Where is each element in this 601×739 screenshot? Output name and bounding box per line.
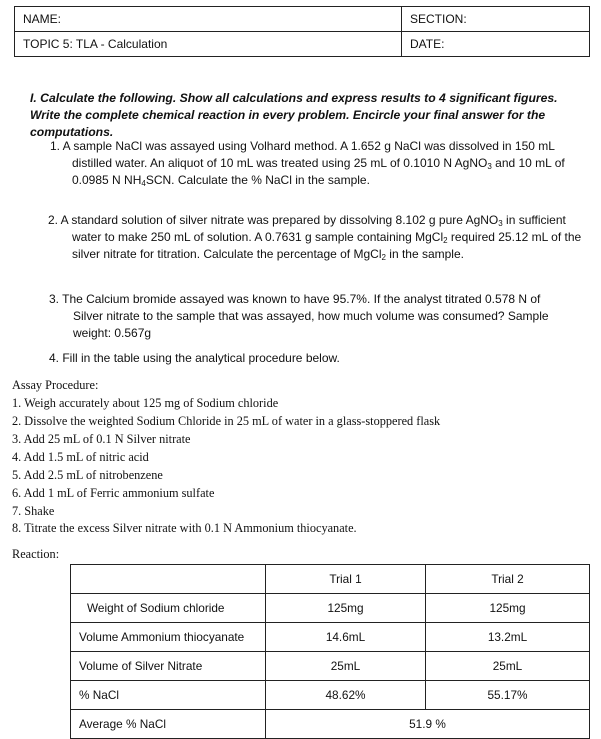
table-row xyxy=(71,681,590,710)
q1-line: 0.0985 N NH xyxy=(72,173,142,187)
results-table xyxy=(70,564,590,739)
instructions: I. Calculate the following. Show all calculations and express results to 4 significant figures. Write the complete chemical reaction in every problem. Encircle your final answer for the computations. xyxy=(30,91,558,139)
procedure-step: 4. Add 1.5 mL of nitric acid xyxy=(12,450,149,464)
q1-line: and 10 mL of xyxy=(491,156,565,170)
section-field[interactable]: SECTION: xyxy=(402,7,590,32)
procedure-step: 1. Weigh accurately about 125 mg of Sodium chloride xyxy=(12,396,279,410)
table-header-row xyxy=(71,565,590,594)
reaction-label: Reaction: xyxy=(12,547,60,561)
question-4: 4. Fill in the table using the analytical procedure below. xyxy=(49,351,340,365)
table-row xyxy=(71,710,590,739)
q3-line: 3. The Calcium bromide assayed was known to have 95.7%. If the analyst titrated 0.578 N of xyxy=(49,292,541,306)
q2-line: in sufficient xyxy=(502,213,566,227)
procedure-step: 7. Shake xyxy=(12,504,55,518)
procedure-step: 8. Titrate the excess Silver nitrate with 0.1 N Ammonium thiocyanate. xyxy=(12,521,357,535)
header-cell: Trial 2 xyxy=(426,565,590,594)
q1-sub: 4 xyxy=(141,179,146,188)
question-2 xyxy=(48,212,581,263)
cell: 125mg xyxy=(426,594,590,623)
procedure-step: 2. Dissolve the weighted Sodium Chloride in 25 mL of water in a glass-stoppered flask xyxy=(12,414,441,428)
table-row xyxy=(71,652,590,681)
question-3 xyxy=(49,291,549,342)
q3-line: Silver nitrate to the sample that was assayed, how much volume was consumed? Sample xyxy=(73,309,549,323)
procedure-step: 3. Add 25 mL of 0.1 N Silver nitrate xyxy=(12,432,191,446)
cell: 25mL xyxy=(266,652,426,681)
question-1 xyxy=(50,138,565,189)
cell: 25mL xyxy=(426,652,590,681)
q2-line: 2. A standard solution of silver nitrate was prepared by dissolving 8.102 g pure AgNO xyxy=(48,213,499,227)
header-cell xyxy=(71,565,266,594)
q2-sub: 3 xyxy=(498,219,503,228)
procedure-step: 5. Add 2.5 mL of nitrobenzene xyxy=(12,468,163,482)
procedure-step: 6. Add 1 mL of Ferric ammonium sulfate xyxy=(12,486,215,500)
q1-line: distilled water. An aliquot of 10 mL was treated using 25 mL of 0.1010 N AgNO xyxy=(72,156,488,170)
cell: 125mg xyxy=(266,594,426,623)
procedure-title: Assay Procedure: xyxy=(12,378,99,392)
q2-line: required 25.12 mL of the xyxy=(447,230,582,244)
header-cell: Trial 1 xyxy=(266,565,426,594)
row-label: Volume Ammonium thiocyanate xyxy=(71,623,266,652)
q2-sub: 2 xyxy=(381,253,386,262)
table-row xyxy=(71,594,590,623)
cell: 14.6mL xyxy=(266,623,426,652)
row-label: % NaCl xyxy=(71,681,266,710)
average-cell: 51.9 % xyxy=(266,710,590,739)
q1-line: SCN. Calculate the % NaCl in the sample. xyxy=(145,173,370,187)
name-field[interactable]: NAME: xyxy=(15,7,402,32)
date-field[interactable]: DATE: xyxy=(402,32,590,57)
q2-sub: 2 xyxy=(443,236,448,245)
topic-title: TOPIC 5: TLA - Calculation xyxy=(15,32,402,57)
cell: 55.17% xyxy=(426,681,590,710)
header-table xyxy=(14,6,590,57)
cell: 13.2mL xyxy=(426,623,590,652)
q2-line: silver nitrate for titration. Calculate the percentage of MgCl xyxy=(72,247,382,261)
row-label: Volume of Silver Nitrate xyxy=(71,652,266,681)
q1-sub: 3 xyxy=(487,162,492,171)
q2-line: water to make 250 mL of solution. A 0.7631 g sample containing MgCl xyxy=(72,230,444,244)
q1-line: 1. A sample NaCl was assayed using Volhard method. A 1.652 g NaCl was dissolved in 150 mL xyxy=(50,139,555,153)
table-row xyxy=(71,623,590,652)
row-label: Weight of Sodium chloride xyxy=(71,594,266,623)
q2-line: in the sample. xyxy=(385,247,464,261)
cell: 48.62% xyxy=(266,681,426,710)
row-label: Average % NaCl xyxy=(71,710,266,739)
q3-line: weight: 0.567g xyxy=(73,326,152,340)
